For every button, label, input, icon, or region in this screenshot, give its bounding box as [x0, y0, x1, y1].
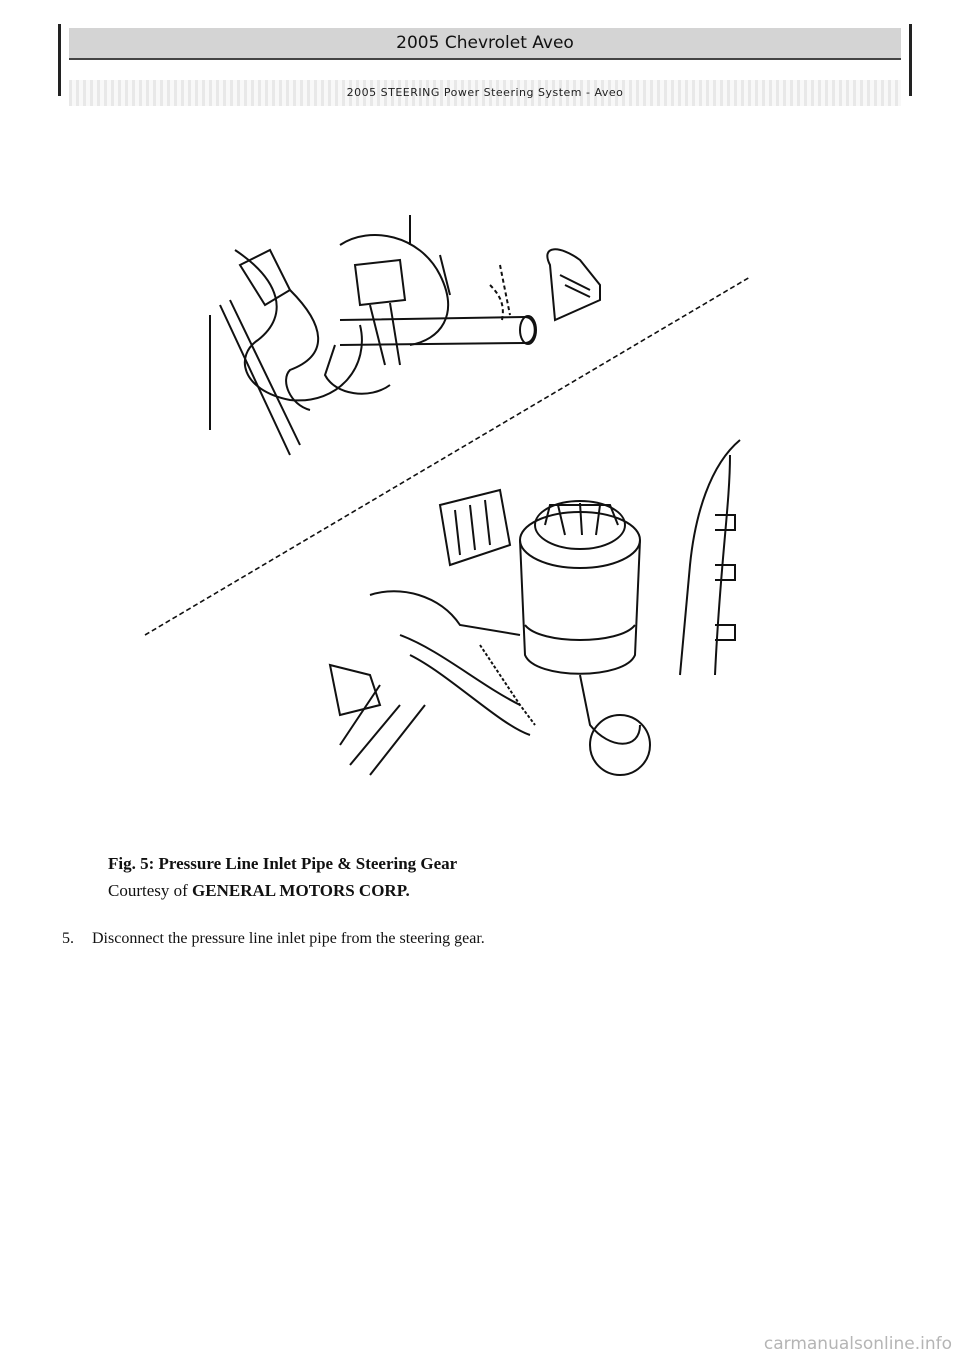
- caption-courtesy-prefix: Courtesy of: [108, 881, 193, 900]
- caption-courtesy-org: GENERAL MOTORS CORP.: [192, 881, 410, 900]
- step-text: Disconnect the pressure line inlet pipe from the steering gear.: [92, 930, 485, 947]
- caption-title: Fig. 5: Pressure Line Inlet Pipe & Steering Gear: [108, 854, 458, 873]
- watermark: carmanualsonline.info: [763, 1334, 952, 1354]
- caption-courtesy: [108, 877, 457, 904]
- header-subtitle: 2005 STEERING Power Steering System - Aveo: [69, 80, 901, 106]
- procedure-step: [62, 930, 485, 948]
- page-header: [58, 24, 912, 99]
- figure-caption: [108, 850, 457, 904]
- header-title: 2005 Chevrolet Aveo: [69, 28, 901, 60]
- step-number: 5.: [62, 930, 74, 947]
- steering-gear-illustration: [140, 205, 770, 785]
